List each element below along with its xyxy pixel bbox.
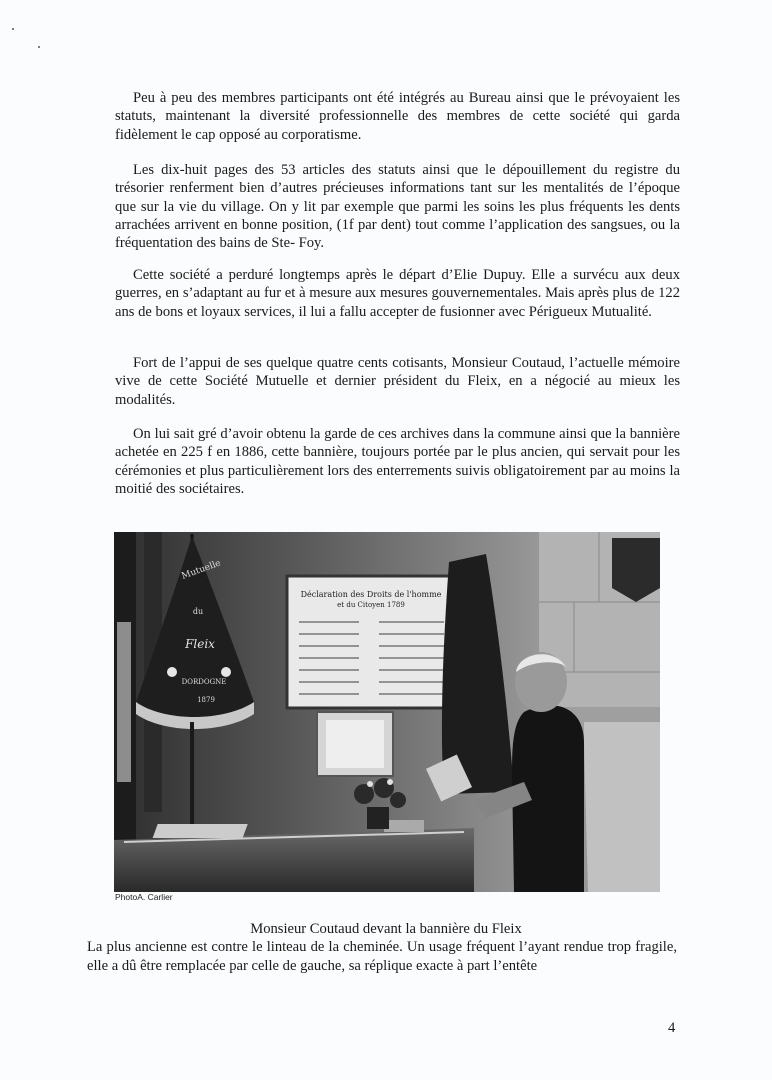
speck-mark	[12, 28, 14, 30]
banner-text-2: du	[192, 607, 204, 616]
banner-photo	[114, 532, 660, 892]
banner-text-1: Mutuelle	[180, 558, 223, 582]
paragraph-1: Peu à peu des membres participants ont été intégrés au Bureau ainsi que le prévoyaient les statuts, maintenant la diversité professionnelle des membres de cette société qui garda fidèlement le cap opposé au corporatisme.	[115, 90, 680, 143]
banner-text-5: 1879	[197, 696, 215, 704]
photo-credit: PhotoA. Carlier	[115, 892, 173, 902]
closing-paragraph: La plus ancienne est contre le linteau de la cheminée. Un usage fréquent l’ayant rendue trop fragile, elle a dû être remplacée par celle de gauche, sa réplique exacte à part l’entête	[87, 939, 677, 974]
speck-mark	[38, 46, 40, 48]
poster-title-line-1: Déclaration des Droits de l'homme	[300, 590, 442, 599]
poster-title-line-2: et du Citoyen 1789	[337, 601, 405, 609]
paragraph-2: Les dix-huit pages des 53 articles des statuts ainsi que le dépouillement du registre du trésorier renferment bien d’autres précieuses informations tant sur les mentalités de l’époque que sur la vie du village. On y lit par exemple que parmi les soins les plus fréquents les dents arrachées arrivent en bonne position, (1f par dent) tout comme l’application des sangsues, ou la fréquentation des bains de Ste- Foy.	[115, 162, 680, 252]
banner-text-3: Fleix	[185, 637, 215, 651]
paragraph-4: Fort de l’appui de ses quelque quatre cents cotisants, Monsieur Coutaud, l’actuelle mémoire vive de cette Société Mutuelle et dernier président du Fleix, en a négocié au mieux les modalités.	[115, 355, 680, 408]
paragraph-3: Cette société a perduré longtemps après le départ d’Elie Dupuy. Elle a survécu aux deux guerres, en s’adaptant au fur et à mesure aux mesures gouvernementales. Mais après plus de 122 ans de bons et loyaux services, il lui a fallu accepter de fusionner avec Périgueux Mutualité.	[115, 267, 680, 320]
photo-illustration	[114, 532, 660, 892]
page-number: 4	[668, 1020, 676, 1036]
photo-caption: Monsieur Coutaud devant la bannière du Fleix	[250, 921, 522, 937]
banner-text-4: DORDOGNE	[181, 678, 227, 686]
paragraph-5: On lui sait gré d’avoir obtenu la garde de ces archives dans la commune ainsi que la bannière achetée en 225 f en 1886, cette bannière, toujours portée par le plus ancien, qui servait pour les cérémonies et plus particulièrement lors des enterrements suivis obligatoirement par au moins la moitié des sociétaires.	[115, 426, 680, 497]
